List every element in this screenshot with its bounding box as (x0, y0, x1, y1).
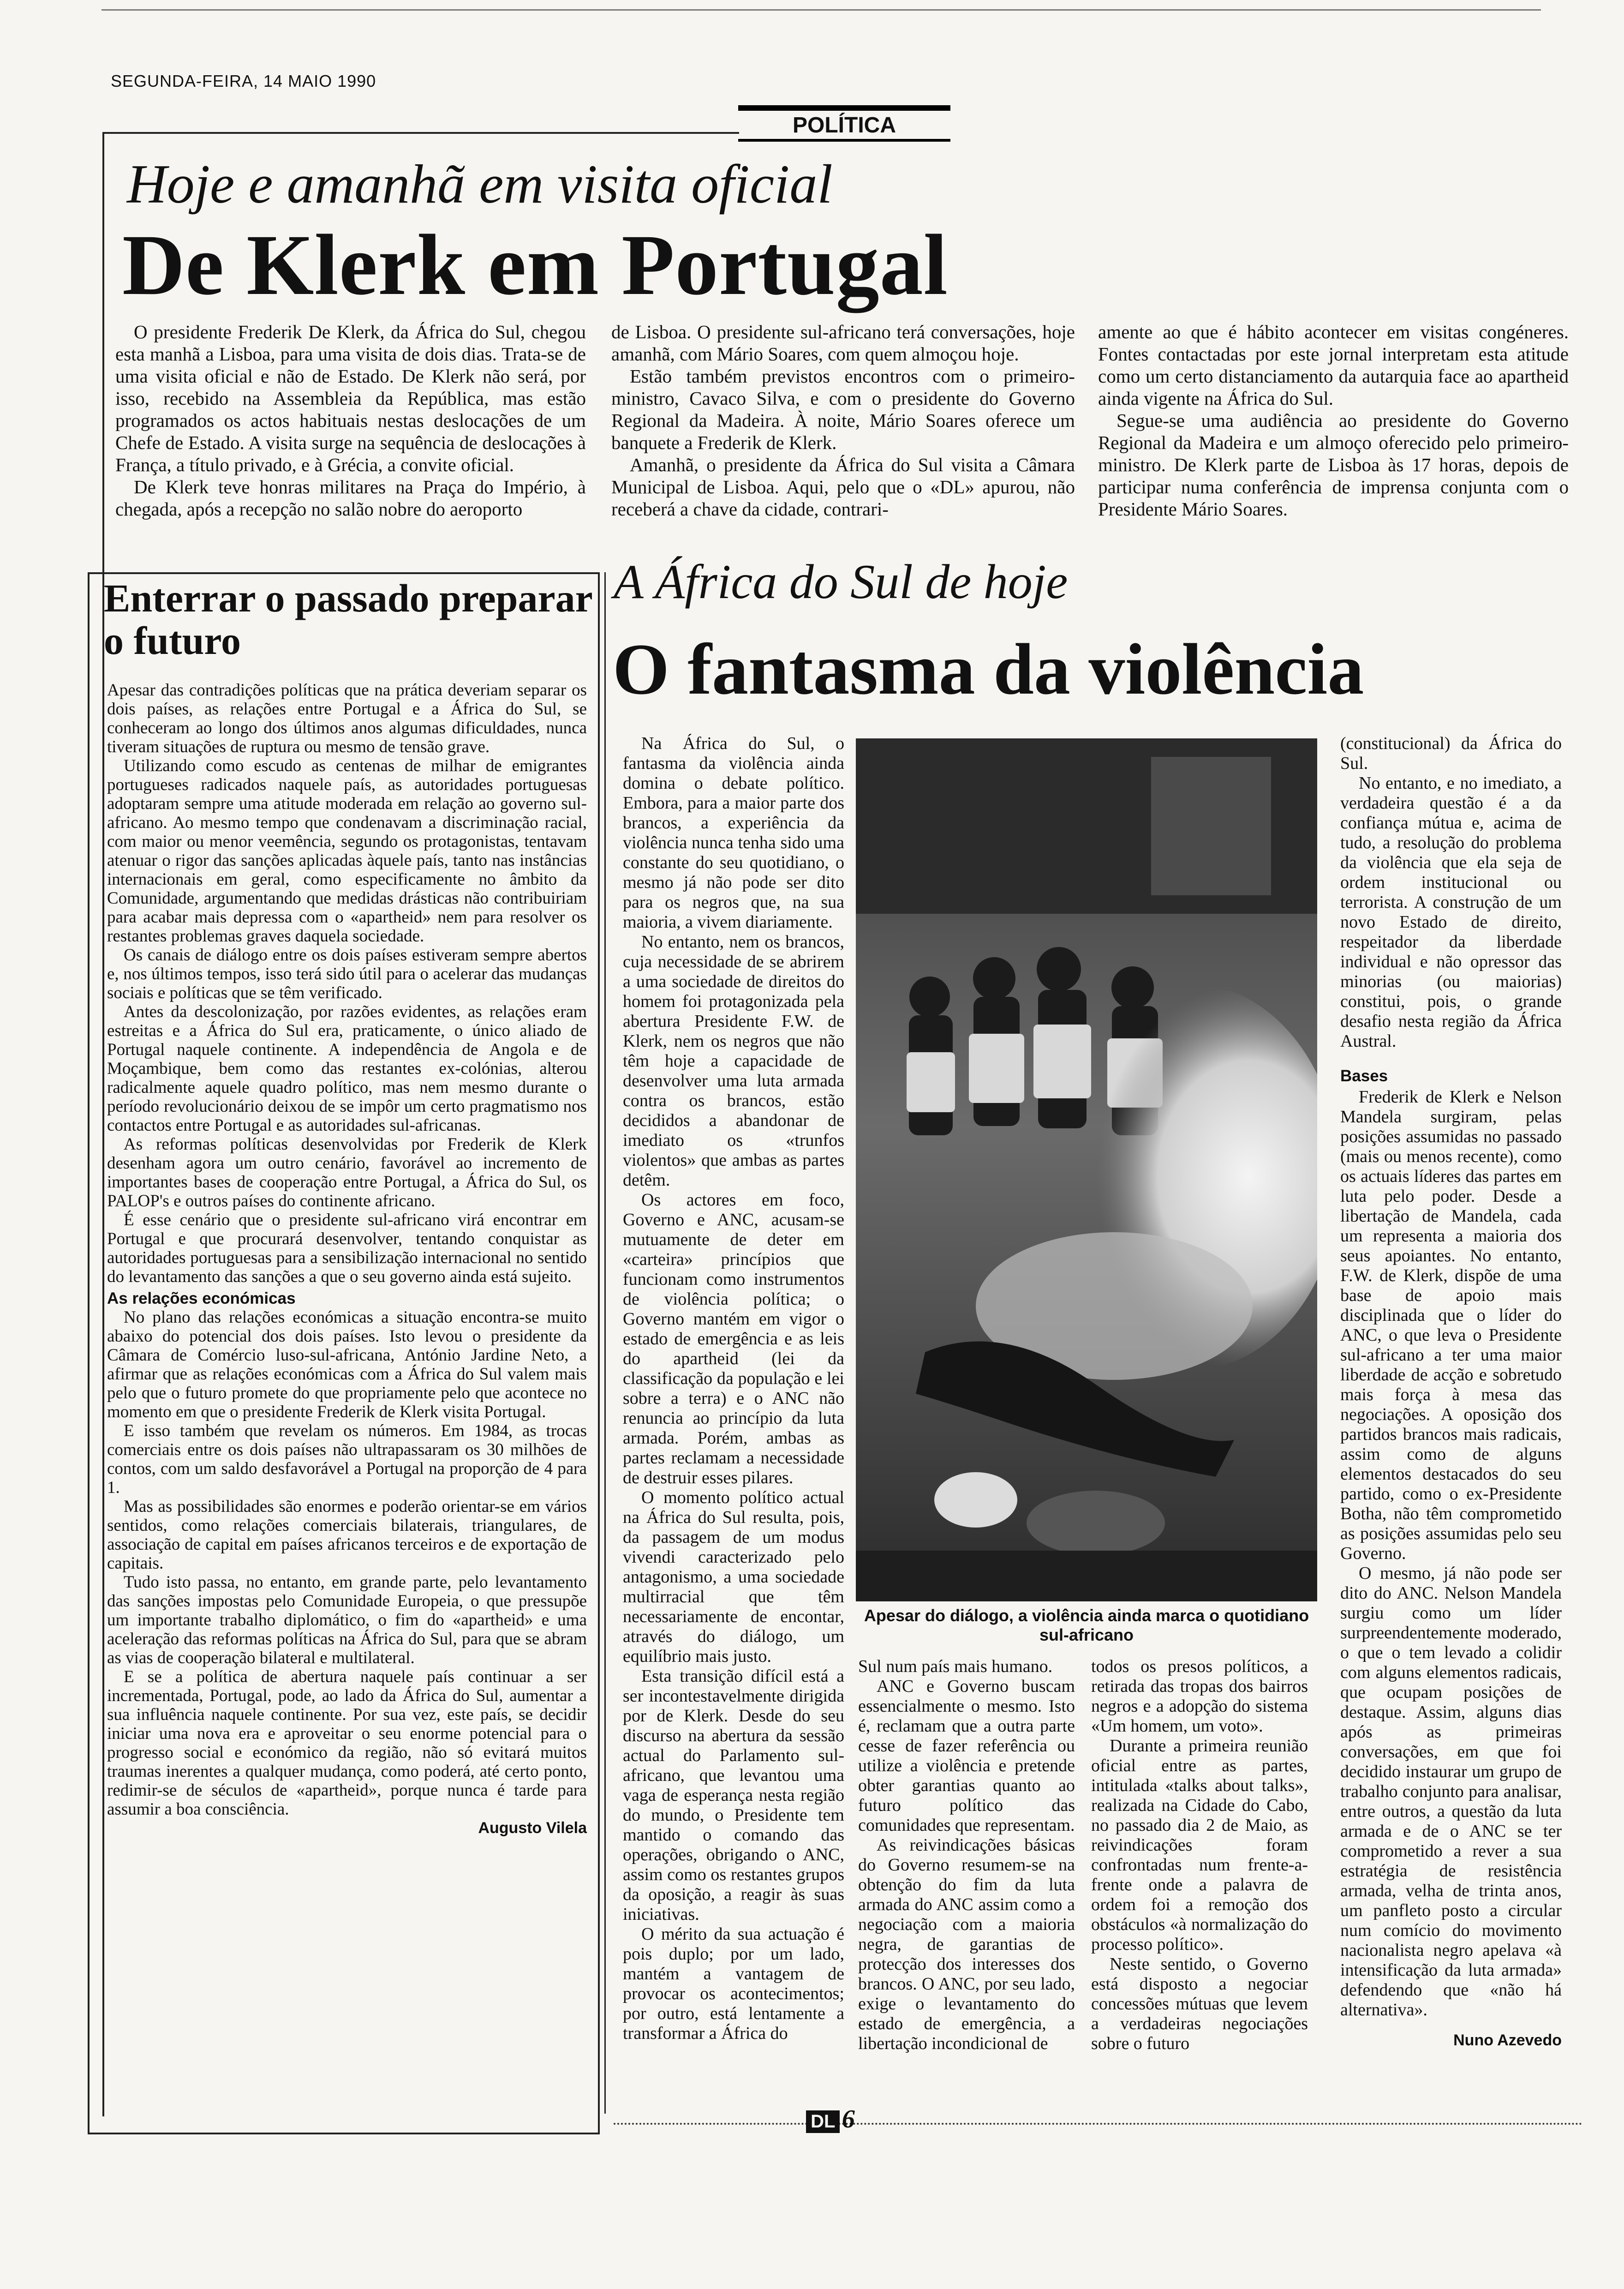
section-bar-bottom (738, 139, 950, 142)
paragraph: O momento político actual na África do Sul resulta, pois, da passagem de um modus vivendi caracterizado pelo antagonismo, a uma sociedade multirracial que têm necessariamente de encontar, através do diálogo, um equilíbrio mais justo. (623, 1488, 844, 1666)
paragraph: Utilizando como escudo as centenas de milhar de emigrantes portugueses radicados naquele país, as autoridades portuguesas adoptaram sempre uma atitude moderada em relação ao governo sul-africano. Ao mesmo tempo que condenavam a discriminação racial, com maior ou menor veemência, segundo os protagonistas, tentavam atenuar o rigor das sanções aplicadas àquele país, tanto nas instâncias internacionais em geral, como especificamente no âmbito da Comunidade, argumentando que medidas drásticas não contribuiriam para acabar mais depressa com o «apartheid» nem para resolver os restantes problemas graves daquela sociedade. (107, 756, 587, 946)
paragraph: Estão também previstos encontros com o primeiro-ministro, Cavaco Silva, e com o presidente do Governo Regional da Madeira. À noite, Mário Soares oferece um banquete a Frederik de Klerk. (611, 366, 1075, 453)
footer-mark (784, 2104, 877, 2137)
article2-subhead: Bases (1340, 1067, 1388, 1085)
section-label: POLÍTICA (793, 113, 896, 138)
article1-col2 (611, 321, 1075, 520)
sidebar-body (107, 681, 587, 1838)
page-top-rule (102, 9, 1541, 11)
photo-caption: Apesar do diálogo, a violência ainda marca o quotidiano sul-africano (864, 1606, 1309, 1644)
paragraph: Amanhã, o presidente da África do Sul visita a Câmara Municipal de Lisboa. Aqui, pelo que o «DL» apurou, não receberá a chave da cidade, contrari- (611, 454, 1075, 520)
article1-col3 (1098, 321, 1569, 520)
paragraph: No entanto, nem os brancos, cuja necessidade de se abrirem a uma sociedade de direitos do homem foi protagonizada pela abertura Presidente F.W. de Klerk, nem os negros que não têm hoje a capacidade de desenvolver uma luta armada contra os brancos, estão decididos a abandonar de imediato os «trunfos violentos» que ambas as partes detêm. (623, 932, 844, 1190)
paragraph: Mas as possibilidades são enormes e poderão orientar-se em vários sentidos, como relações comerciais bilaterais, triangulares, de associação de capital em países africanos terceiros e de exportação de capitais. (107, 1497, 587, 1573)
paragraph: Esta transição difícil está a ser incontestavelmente dirigida por de Klerk. Desde do seu discurso na abertura da sessão actual do Parlamento sul-africano, que levantou uma vaga de esperança nesta região do mundo, o Presidente tem mantido o comando das operações, obrigando o ANC, assim como os restantes grupos da oposição, a reagir às suas iniciativas. (623, 1666, 844, 1924)
dateline: SEGUNDA-FEIRA, 14 MAIO 1990 (111, 72, 376, 90)
paragraph: O mesmo, já não pode ser dito do ANC. Nelson Mandela surgiu como um líder surpreendentemente moderado, o que o tem levado a colidir com alguns elementos radicais, que ocupam posições de destaque. Assim, alguns dias após as primeiras conversações, em que foi decidido instaurar um grupo de trabalho conjunto para analisar, entre outros, a questão da luta armada e de o ANC se ter comprometido a rever a sua estratégia de resistência armada, velha de trinta anos, um panfleto posto a circular num comício do movimento nacionalista negro apelava «à intensificação da luta armada» defendendo que «não há alternativa». (1340, 1564, 1562, 2019)
paragraph: É esse cenário que o presidente sul-africano virá encontrar em Portugal e que procurará desenvolver, tentando conquistar as autoridades portuguesas para a sensibilização internacional no sentido do levantamento das sanções a que o seu governo ainda está sujeito. (107, 1210, 587, 1286)
paragraph: As reformas políticas desenvolvidas por Frederik de Klerk desenham agora um outro cenário, favorável ao incremento de importantes bases de cooperação entre Portugal, a África do Sul, os PALOP's e outros países do continente africano. (107, 1135, 587, 1210)
column-rule (604, 572, 606, 2114)
article1-title: De Klerk em Portugal (122, 216, 948, 313)
paragraph: O mérito da sua actuação é pois duplo; por um lado, mantém a vantagem de provocar os acontecimentos; por outro, está lentamente a transformar a África do (623, 1924, 844, 2043)
paragraph: ANC e Governo buscam essencialmente o mesmo. Isto é, reclamam que a outra parte cesse de fazer referência ou utilize a violência e pretende obter garantias quanto ao futuro político das comunidades que representam. (858, 1677, 1075, 1835)
paragraph: Sul num país mais humano. (858, 1657, 1053, 1676)
sidebar-subhead: As relações económicas (107, 1289, 296, 1307)
sidebar-title: Enterrar o passado preparar o futuro (104, 576, 592, 663)
footer-rule (614, 2123, 1582, 2126)
paragraph: amente ao que é hábito acontecer em visitas congéneres. Fontes contactadas por este jornal interpretam esta atitude como um certo distanciamento da autarquia face ao apartheid ainda vigente na África do Sul. (1098, 321, 1569, 409)
article2-title: O fantasma da violência (613, 629, 1364, 710)
paragraph: Os actores em foco, Governo e ANC, acusam-se mutuamente de deter em «carteira» princípios que funcionam como instrumentos de violência política; o Governo mantém em vigor o estado de emergência e as leis do apartheid (lei da classificação da população e lei sobre a terra) e o ANC não renuncia ao princípio da luta armada. Porém, ambas as partes reclamam a necessidade de destruir esses pilares. (623, 1190, 844, 1487)
paragraph: Neste sentido, o Governo está disposto a negociar concessões mútuas que levem a verdadeiras negociações sobre o futuro (1091, 1954, 1308, 2053)
paragraph: (constitucional) da África do Sul. (1340, 734, 1562, 773)
paragraph: Antes da descolonização, por razões evidentes, as relações eram estreitas e a África do Sul era, praticamente, o único aliado de Portugal naquele continente. A independência de Angola e de Moçambique, bem como das restantes ex-colónias, alterou radicalmente aquele quadro político, mas nem mesmo durante o período revolucionário deixou de se impôr um certo pragmatismo nos contactos entre Portugal e as autoridades sul-africanas. (107, 1002, 587, 1135)
article2-col1 (623, 734, 844, 2043)
photo-illustration (856, 738, 1317, 1601)
news-photo (856, 738, 1317, 1601)
article1-col1 (115, 321, 586, 520)
paragraph: De Klerk teve honras militares na Praça do Império, à chegada, após a recepção no salão nobre do aeroporto (115, 476, 586, 520)
paragraph: O presidente Frederik De Klerk, da África do Sul, chegou esta manhã a Lisboa, para uma visita de dois dias. Trata-se de uma visita oficial e não de Estado. De Klerk não será, por isso, recebido na Assembleia da República, mas estão programados os actos habituais nestas deslocações de um Chefe de Estado. A visita surge na sequência de deslocações à França, a título privado, e à Grécia, a convite oficial. (115, 321, 586, 475)
frame-top-rule (102, 132, 739, 134)
paragraph: Segue-se uma audiência ao presidente do Governo Regional da Madeira e um almoço oferecido pelo primeiro-ministro. De Klerk parte de Lisboa às 17 horas, depois de participar numa conferência de imprensa conjunta com o Presidente Mário Soares. (1098, 410, 1569, 520)
paragraph: Na África do Sul, o fantasma da violência ainda domina o debate político. Embora, para a maior parte dos brancos, a experiência da violência nunca tenha sido uma constante do seu quotidiano, o mesmo já não pode ser dito para os negros que, na sua maioria, a vivem diariamente. (623, 734, 844, 932)
paragraph: No plano das relações económicas a situação encontra-se muito abaixo do potencial dos dois países. Isto levou o presidente da Câmara de Comércio luso-sul-africana, António Jardine Neto, a afirmar que as relações económicas com a África do Sul valem mais pelo que o futuro promete do que propriamente pelo que acontece no momento em que o presidente Frederik de Klerk visita Portugal. (107, 1308, 587, 1421)
paragraph: No entanto, e no imediato, a verdadeira questão é a da confiança mútua e, acima de tudo, a resolução do problema da violência que ela seja de ordem institucional ou terrorista. A construção de um novo Estado de direito, respeitador da liberdade individual e não opressor das minorias (ou maiorias) constitui, pois, o grande desafio nesta região da África Austral. (1340, 773, 1562, 1051)
page-number: 6 (842, 2105, 855, 2133)
paragraph: todos os presos políticos, a retirada das tropas dos bairros negros e a adopção do sistema «Um homem, um voto». (1091, 1657, 1308, 1736)
paragraph: As reivindicações básicas do Governo resumem-se na obtenção do fim da luta armada do ANC assim como a negociação com a maioria negra, de garantias de protecção dos interesses dos brancos. O ANC, por seu lado, exige o levantamento do estado de emergência, a libertação incondicional de (858, 1835, 1075, 2053)
paragraph: Frederik de Klerk e Nelson Mandela surgiram, pelas posições assumidas no passado (mais ou menos recente), como os actuais líderes das partes em luta pelo poder. Desde a libertação de Mandela, cada um representa a maioria dos seus apoiantes. No entanto, F.W. de Klerk, dispõe de uma base de apoio mais disciplinada que o líder do ANC, o que leva o Presidente sul-africano a ter uma maior liberdade de acção e sobretudo mais força à mesa das negociações. A oposição dos partidos brancos mais radicais, assim como de alguns elementos destacados do seu partido, como o ex-Presidente Botha, não têm comprometido as posições assumidas pelo seu Governo. (1340, 1087, 1562, 1563)
sidebar-byline: Augusto Vilela (478, 1819, 587, 1837)
paragraph: E isso também que revelam os números. Em 1984, as trocas comerciais entre os dois países não ultrapassaram os 30 milhões de contos, com um saldo desfavorável a Portugal na proporção de 4 para 1. (107, 1421, 587, 1497)
paragraph: Durante a primeira reunião oficial entre as partes, intitulada «talks about talks», realizada na Cidade do Cabo, no passado dia 2 de Maio, as reivindicações foram confrontadas num frente-a-frente onde a palavra de ordem foi a remoção dos obstáculos «à normalização do processo político». (1091, 1736, 1308, 1954)
article2-byline: Nuno Azevedo (1453, 2031, 1562, 2049)
section-tab (738, 105, 950, 147)
article2-col3-bottom (1091, 1657, 1308, 2054)
article1-kicker: Hoje e amanhã em visita oficial (127, 153, 833, 215)
article2-col2-bottom (858, 1657, 1075, 2054)
paragraph: Apesar das contradições políticas que na prática deveriam separar os dois países, as relações entre Portugal e a África do Sul, se conheceram ao longo dos últimos anos algumas dificuldades, nunca tiveram situações de ruptura ou mesmo de tensão grave. (107, 681, 587, 756)
paragraph: Os canais de diálogo entre os dois países estiveram sempre abertos e, nos últimos tempos, isso terá sido útil para o acelerar das mudanças sociais e políticas que se têm verificado. (107, 946, 587, 1002)
article2-kicker: A África do Sul de hoje (614, 555, 1068, 609)
paragraph: de Lisboa. O presidente sul-africano terá conversações, hoje amanhã, com Mário Soares, com quem almoçou hoje. (611, 321, 1075, 365)
paper-logo: DL (806, 2110, 840, 2133)
article2-col4 (1340, 734, 1562, 2051)
paragraph: Tudo isto passa, no entanto, em grande parte, pelo levantamento das sanções impostas pelo Comunidade Europeia, o que pressupõe um importante trabalho diplomático, o fim do «apartheid» e uma aceleração das reformas políticas na África do Sul, para que se abram as vias de cooperação bilateral e multilateral. (107, 1573, 587, 1667)
section-bar-top (738, 105, 950, 111)
paragraph: E se a política de abertura naquele país continuar a ser incrementada, Portugal, pode, ao lado da África do Sul, aumentar a sua influência naquele continente. Por sua vez, este país, se decidir iniciar uma nova era e aproveitar o seu enorme potencial para o progresso social e económico da região, não só evitará muitos traumas inerentes a qualquer mudança, como poderá, até certo ponto, redimir-se de séculos de «apartheid», porque nunca é tarde para assumir a boa consciência. (107, 1667, 587, 1819)
